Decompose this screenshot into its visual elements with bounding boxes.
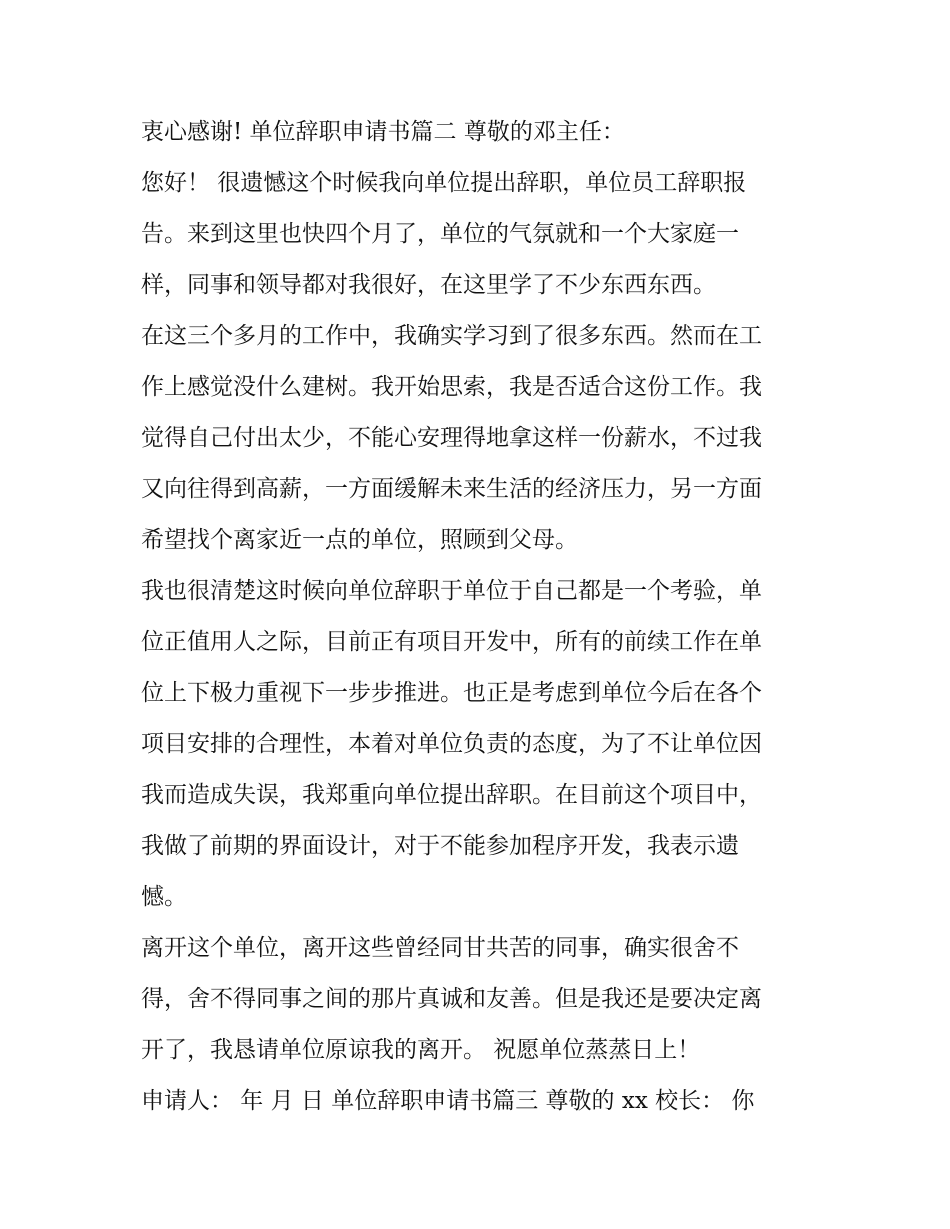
- text-line: 申请人： 年 月 日 单位辞职申请书篇三 尊敬的 xx 校长： 你: [141, 1088, 755, 1114]
- text-line: 离开这个单位，离开这些曾经同甘共苦的同事，确实很舍不: [141, 935, 739, 961]
- text-line: 衷心感谢! 单位辞职申请书篇二 尊敬的邓主任：: [141, 119, 625, 145]
- document-body: [141, 107, 821, 1127]
- text-line: 位上下极力重视下一步步推进。也正是考虑到单位今后在各个: [141, 680, 762, 706]
- text-line: 得，舍不得同事之间的那片真诚和友善。但是我还是要决定离: [141, 986, 762, 1012]
- text-line: 希望找个离家近一点的单位，照顾到父母。: [141, 527, 578, 553]
- text-line: 样，同事和领导都对我很好，在这里学了不少东西东西。: [141, 272, 716, 298]
- text-line: 作上感觉没什么建树。我开始思索，我是否适合这份工作。我: [141, 374, 762, 400]
- text-line: 憾。: [141, 884, 187, 910]
- text-line: 我也很清楚这时候向单位辞职于单位于自己都是一个考验，单: [141, 578, 762, 604]
- text-line: 项目安排的合理性，本着对单位负责的态度，为了不让单位因: [141, 731, 762, 757]
- text-line: 觉得自己付出太少，不能心安理得地拿这样一份薪水，不过我: [141, 425, 762, 451]
- text-line: 告。来到这里也快四个月了，单位的气氛就和一个大家庭一: [141, 221, 739, 247]
- text-line: 您好！ 很遗憾这个时候我向单位提出辞职，单位员工辞职报: [141, 170, 747, 196]
- text-line: 位正值用人之际，目前正有项目开发中，所有的前续工作在单: [141, 629, 762, 655]
- text-line: 在这三个多月的工作中，我确实学习到了很多东西。然而在工: [141, 323, 762, 349]
- text-line: 又向往得到高薪，一方面缓解未来生活的经济压力，另一方面: [141, 476, 762, 502]
- text-line: 我而造成失误，我郑重向单位提出辞职。在目前这个项目中，: [141, 782, 762, 808]
- text-line: 我做了前期的界面设计，对于不能参加程序开发，我表示遗: [141, 833, 739, 859]
- text-line: 开了，我恳请单位原谅我的离开。 祝愿单位蒸蒸日上！: [141, 1037, 701, 1063]
